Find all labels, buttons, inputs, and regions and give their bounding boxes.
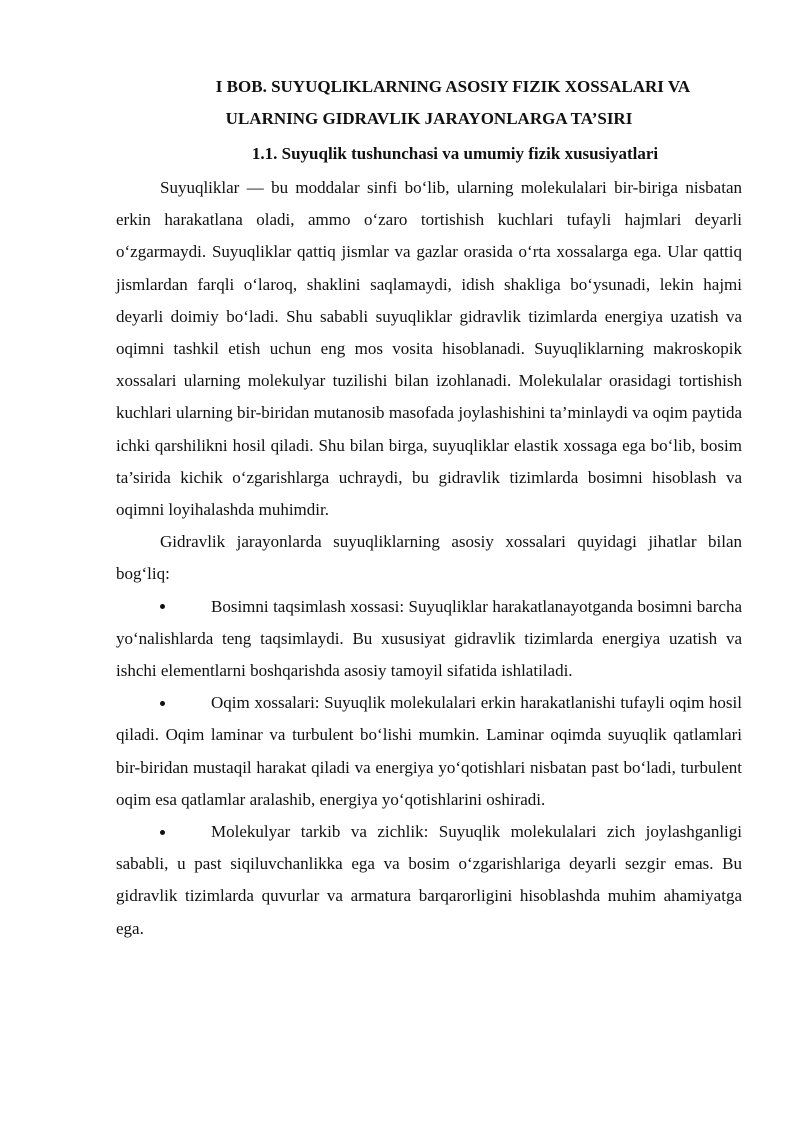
chapter-title-line-1: I BOB. SUYUQLIKLARNING ASOSIY FIZIK XOSSALARI VA xyxy=(215,77,691,96)
list-item-text: Oqim xossalari: Suyuqlik molekulalari erkin harakatlanishi tufayli oqim hosil qiladi. Oqim laminar va turbulent bo‘lishi mumkin. Laminar oqimda suyuqlik qatlamlari bir-biridan mustaqil harakat qiladi va energiya yo‘qotishlari nisbatan past bo‘ladi, turbulent oqim esa qatlamlar aralashib, energiya yo‘qotishlarini oshiradi. xyxy=(116,693,742,809)
section-title: 1.1. Suyuqlik tushunchasi va umumiy fizik xususiyatlari xyxy=(251,144,659,163)
list-item xyxy=(116,591,742,688)
bullet-icon xyxy=(160,591,211,623)
list-item-text: Bosimni taqsimlash xossasi: Suyuqliklar harakatlanayotganda bosimni barcha yo‘nalishlarda teng taqsimlaydi. Bu xususiyat gidravlik tizimlarda energiya uzatish va ishchi elementlarni boshqarishda asosiy tamoyil sifatida ishlatiladi. xyxy=(116,596,742,681)
paragraph: Suyuqliklar — bu moddalar sinfi bo‘lib, ularning molekulalari bir-biriga nisbatan erkin harakatlana oladi, ammo o‘zaro tortishish kuchlari tufayli hajmlari deyarli o‘zgarmaydi. Suyuqliklar qattiq jismlar va gazlar orasida o‘rta xossalarga ega. Ular qattiq jismlardan farqli o‘laroq, shaklini saqlamaydi, idish shakliga bo‘ysunadi, lekin hajmi deyarli doimiy bo‘ladi. Shu sababli suyuqliklar gidravlik tizimlarda energiya uzatish va oqimni tashkil etish uchun eng mos vosita hisoblanadi. Suyuqliklarning makroskopik xossalari ularning molekulyar tuzilishi bilan izohlanadi. Molekulalar orasidagi tortishish kuchlari ularning bir-biridan mutanosib masofada joylashishini ta’minlaydi va oqim paytida ichki qarshilikni hosil qiladi. Shu bilan birga, suyuqliklar elastik xossaga ega bo‘lib, bosim ta’sirida kichik o‘zgarishlarga uchraydi, bu gidravlik tizimlarda bosimni hisoblash va oqimni loyihalashda muhimdir. xyxy=(116,178,742,520)
bullet-icon xyxy=(160,816,211,848)
bullet-icon xyxy=(160,687,211,719)
list-item xyxy=(116,816,742,945)
paragraph: Gidravlik jarayonlarda suyuqliklarning asosiy xossalari quyidagi jihatlar bilan bog‘liq: xyxy=(116,532,742,584)
chapter-title-line-2: ULARNING GIDRAVLIK JARAYONLARGA TA’SIRI xyxy=(225,109,633,128)
list-item-text: Molekulyar tarkib va zichlik: Suyuqlik molekulalari zich joylashganligi sababli, u past siqiluvchanlikka ega va bosim o‘zgarishlariga deyarli sezgir emas. Bu gidravlik tizimlarda quvurlar va armatura barqarorligini hisoblashda muhim ahamiyatga ega. xyxy=(116,822,742,938)
list-item xyxy=(116,687,742,816)
body-text xyxy=(116,172,742,945)
